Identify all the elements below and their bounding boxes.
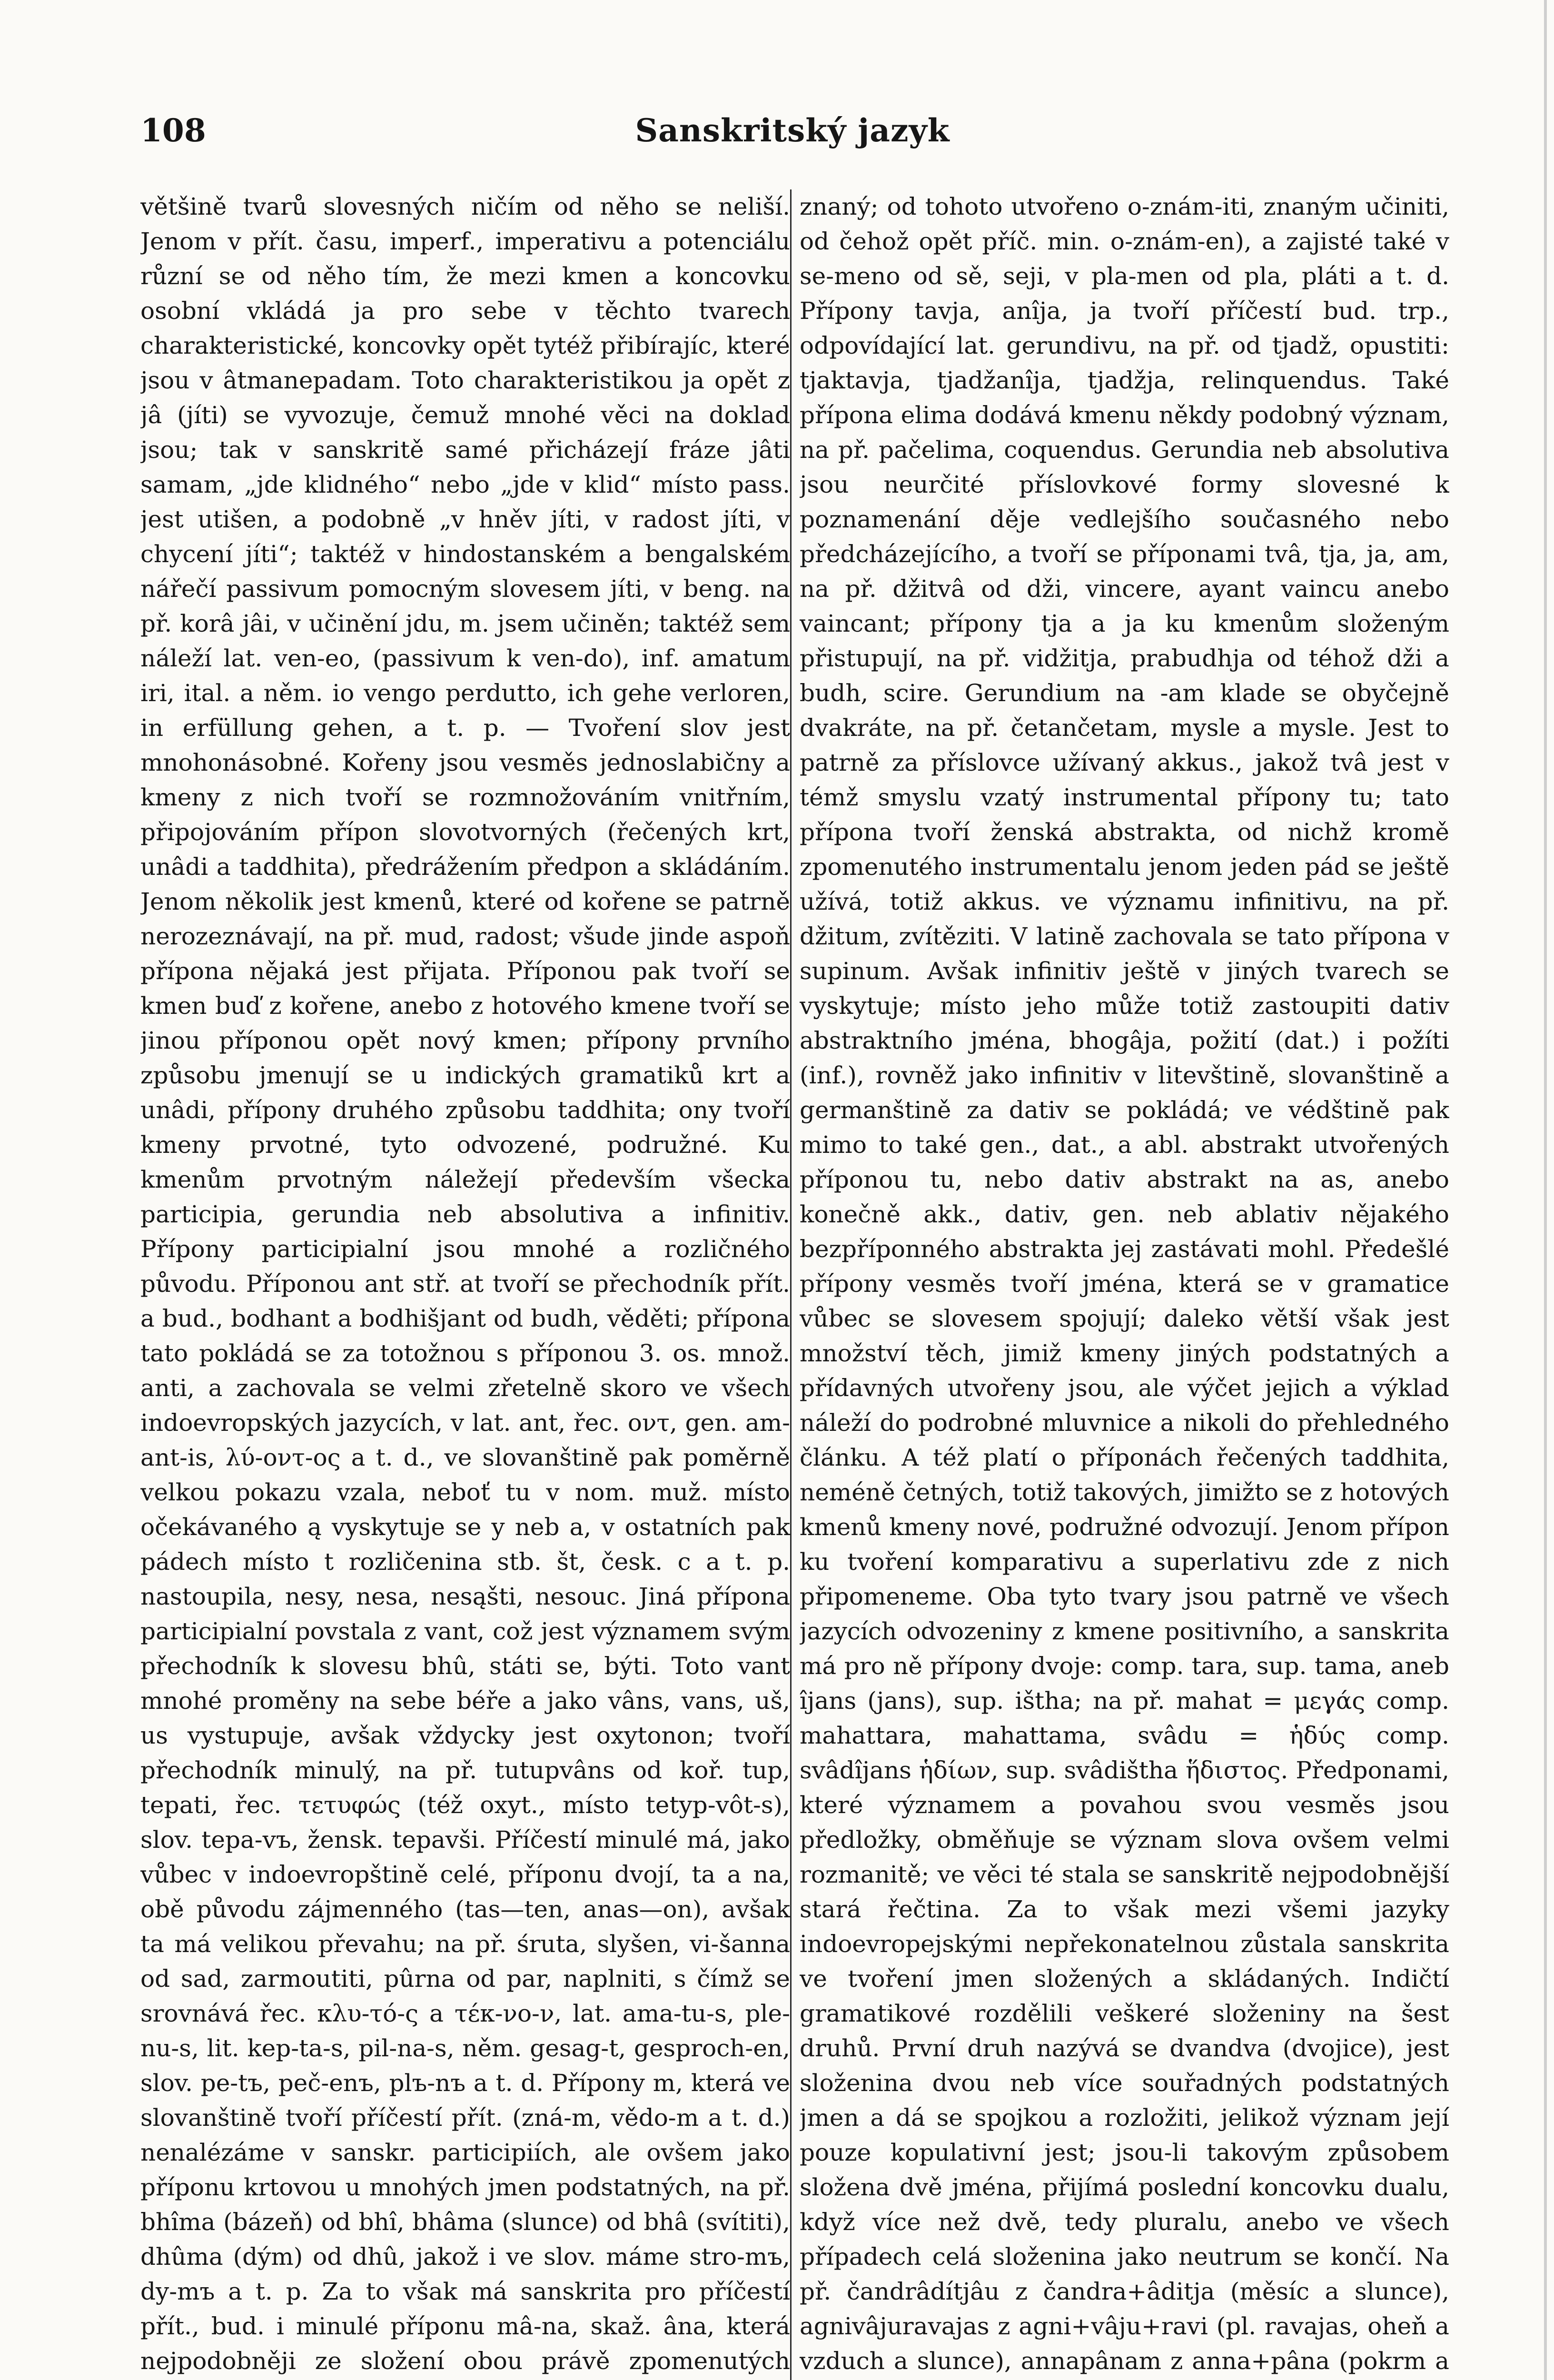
left-column-text: většině tvarů slovesných ničím od něho se neliší. Jenom v přít. času, imperf., imperativu a potenciálu různí se od něho tím, že mezi kmen a koncovku osobní vkládá ja pro sebe v těchto tvarech charakteristické, koncovky opět tytéž přibírajíc, které jsou v âtmanepadam. Toto charakteristikou ja opět z jâ (jíti) se vyvozuje, čemuž mnohé věci na doklad jsou; tak v sanskritě samé přicházejí fráze jâti samam, „jde klidného“ nebo „jde v klid“ místo pass. jest utišen, a podobně „v hněv jíti, v radost jíti, v chycení jíti“; taktéž v hindostanském a bengalském nářečí passivum pomocným slovesem jíti, v beng. na př. korâ jâi, v učinění jdu, m. jsem učiněn; taktéž sem náleží lat. ven-eo, (passivum k ven-do), inf. amatum iri, ital. a něm. io vengo perdutto, ich gehe verloren, in erfüllung gehen, a t. p. — Tvoření slov jest mnohonásobné. Kořeny jsou vesměs jednoslabičny a kmeny z nich tvoří se rozmnožováním vnitřním, připojováním přípon slovotvorných (řečených krt, unâdi a taddhita), předrážením předpon a skládáním. Jenom několik jest kmenů, které od kořene se patrně nerozeznávají, na př. mud, radost; všude jinde aspoň přípona nějaká jest přijata. Příponou pak tvoří se kmen buď z kořene, anebo z hotového kmene tvoří se jinou příponou opět nový kmen; přípony prvního způsobu jmenují se u indických gramatiků krt a unâdi, přípony druhého způsobu taddhita; ony tvoří kmeny prvotné, tyto odvozené, podružné. Ku kmenům prvotným náležejí především všecka participia, gerundia neb absolutiva a infinitiv. Přípony participialní jsou mnohé a rozličného původu. Příponou ant stř. at tvoří se přechodník přít. a bud., bodhant a bodhišjant od budh, věděti; přípona tato pokládá se za totožnou s příponou 3. os. množ. anti, a zachovala se velmi zřetelně skoro ve všech indoevropských jazycích, v lat. ant, řec. οντ, gen. am-ant-is, λύ-οντ-ος a t. d., ve slovanštině pak poměrně velkou pokazu vzala, neboť tu v nom. muž. místo očekávaného ą vyskytuje se y neb a, v ostatních pak pádech místo t rozličenina stb. št, česk. c a t. p. nastoupila, nesy, nesa, nesąšti, nesouc. Jiná přípona participialní povstala z vant, což jest významem svým přechodník k slovesu bhû, státi se, býti. Toto vant mnohé proměny na sebe béře a jako vâns, vans, uš, us vystupuje, avšak vždycky jest oxytonon; tvoří přechodník minulý, na př. tutupvâns od koř. tup, tepati, řec. τετυφώς (též oxyt., místo tetyp-vôt-s), slov. tepa-vъ, žensk. tepavši. Příčestí minulé má, jako vůbec v indoevropštině celé, příponu dvojí, ta a na, obě původu zájmenného (tas—ten, anas—on), avšak ta má velikou převahu; na př. śruta, slyšen, vi-šanna od sad, zarmoutiti, pûrna od par, naplniti, s čímž se srovnává řec. κλυ-τό-ς a τέκ-νο-ν, lat. ama-tu-s, ple-nu-s, lit. kep-ta-s, pil-na-s, něm. gesag-t, gesproch-en, slov. pe-tъ, peč-enъ, plъ-nъ a t. d. Přípony m, která ve slovanštině tvoří příčestí přít. (zná-m, vědo-m a t. d.) nenalézáme v sanskr. participiích, ale ovšem jako příponu krtovou u mnohých jmen podstatných, na př. bhîma (bázeň) od bhî, bhâma (slunce) od bhâ (svítiti), dhûma (dým) od dhû, jakož i ve slov. máme stro-mъ, dy-mъ a t. p. Za to však má sanskrita pro příčestí přít., bud. i minulé příponu mâ-na, skaž. âna, která nejpodobněji ze složení obou právě zpomenutých xyxy=(140,193,790,2375)
left-column xyxy=(140,189,790,2380)
running-title: Sanskritský jazyk xyxy=(635,112,950,149)
page-number: 108 xyxy=(140,112,206,149)
right-column xyxy=(800,189,1449,2380)
right-column-text: znaný; od tohoto utvořeno o-znám-iti, znaným učiniti, od čehož opět příč. min. o-znám-en), a zajisté také v se-meno od sě, seji, v pla-men od pla, pláti a t. d. Přípony tavja, anîja, ja tvoří příčestí bud. trp., odpovídající lat. gerundivu, na př. od tjadž, opustiti: tjaktavja, tjadžanîja, tjadžja, relinquendus. Také přípona elima dodává kmenu někdy podobný význam, na př. pačelima, coquendus. Gerundia neb absolutiva jsou neurčité příslovkové formy slovesné k poznamenání děje vedlejšího současného nebo předcházejícího, a tvoří se příponami tvâ, tja, ja, am, na př. džitvâ od dži, vincere, ayant vaincu anebo vaincant; přípony tja a ja ku kmenům složeným přistupují, na př. vidžitja, prabudhja od téhož dži a budh, scire. Gerundium na -am klade se obyčejně dvakráte, na př. četančetam, mysle a mysle. Jest to patrně za příslovce užívaný akkus., jakož tvâ jest v témž smyslu vzatý instrumental přípony tu; tato přípona tvoří ženská abstrakta, od nichž kromě zpomenutého instrumentalu jenom jeden pád se ještě užívá, totiž akkus. ve významu infinitivu, na př. džitum, zvítěziti. V latině zachovala se tato přípona v supinum. Avšak infinitiv ještě v jiných tvarech se vyskytuje; místo jeho může totiž zastoupiti dativ abstraktního jména, bhogâja, požití (dat.) i požíti (inf.), rovněž jako infinitiv v litevštině, slovanštině a germanštině za dativ se pokládá; ve védštině pak mimo to také gen., dat., a abl. abstrakt utvořených příponou tu, nebo dativ abstrakt na as, anebo konečně akk., dativ, gen. neb ablativ nějakého bezpříponného abstrakta jej zastávati mohl. Předešlé přípony vesměs tvoří jména, která se v gramatice vůbec se slovesem spojují; daleko větší však jest množství těch, jimiž kmeny jiných podstatných a přídavných utvořeny jsou, ale výčet jejich a výklad náleží do podrobné mluvnice a nikoli do přehledného článku. A též platí o příponách řečených taddhita, neméně četných, totiž takových, jimižto se z hotových kmenů kmeny nové, podružné odvozují. Jenom přípon ku tvoření komparativu a superlativu zde z nich připomeneme. Oba tyto tvary jsou patrně ve všech jazycích odvozeniny z kmene positivního, a sanskrita má pro ně přípony dvoje: comp. tara, sup. tama, aneb îjans (jans), sup. ištha; na př. mahat = μεγάς comp. mahattara, mahattama, svâdu = ἡδύς comp. svâdîjans ἡδίων, sup. svâdištha ἥδιστος. Předponami, které významem a povahou svou vesměs jsou předložky, obměňuje se význam slova ovšem velmi rozmanitě; ve věci té stala se sanskritě nejpodobnější stará řečtina. Za to však mezi všemi jazyky indoevropejskými nepřekonatelnou zůstala sanskrita ve tvoření jmen složených a skládaných. Indičtí gramatikové rozdělili veškeré složeniny na šest druhů. První druh nazývá se dvandva (dvojice), jest složenina dvou neb více souřadných podstatných jmen a dá se spojkou a rozložiti, jelikož význam její pouze kopulativní jest; jsou-li takovým způsobem složena dvě jména, přijímá poslední koncovku dualu, když více než dvě, tedy pluralu, anebo ve všech případech celá složenina jako neutrum se končí. Na př. čandrâdítjâu z čandra+âditja (měsíc a slunce), agnivâjuravajas z agni+vâju+ravi (pl. ravajas, oheň a vzduch a slunce), annapânam z anna+pâna (pokrm a xyxy=(800,193,1449,2375)
page-edge-line xyxy=(1544,0,1547,2380)
column-divider xyxy=(790,189,792,2380)
page-header xyxy=(140,107,1445,159)
